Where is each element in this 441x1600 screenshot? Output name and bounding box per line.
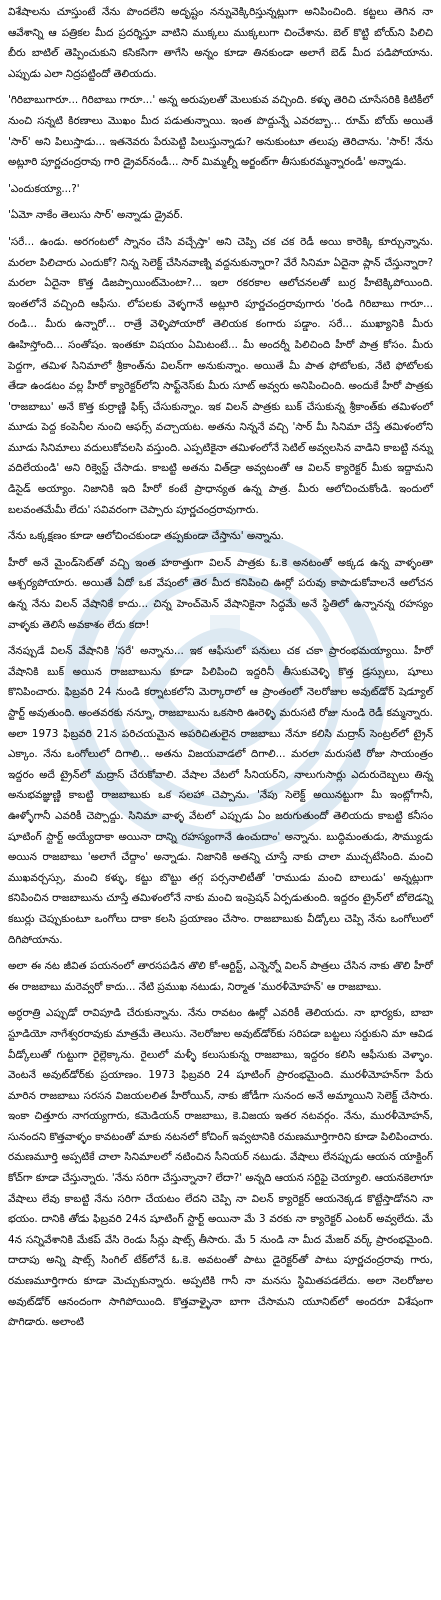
- paragraph: అర్ధరాత్రి ఎప్పుడో రావిపూడి చేరుకున్నాను. నేను రావటం ఊర్లో ఎవరికీ తెలియదు. నా భార్యకు, బాబా స్టూడియో నాగేశ్వరరావుకు మాత్రమే తెలుసు. నెలరోజుల అవుట్‌డోర్‌కు సరిపడా బట్టలు సర్దుకుని మా ఆవిడ వీడ్కోలుతో గుట్టుగా రైల్లెక్కాను. రైలులో మళ్ళీ కలుసుకున్న రాజబాబు, ఇద్దరం కలిసి ఆఫీసుకు వెళ్ళాం. వెంటనే అవుట్‌డోర్‌కు ప్రయాణం. 1973 ఫిబ్రవరి 24 షూటింగ్ ప్రారంభమైంది. మురళీమోహన్‌గా పేరు మారిన రాజబాబు సరసన విజయలలిత హీరోయిన్, నాకు జోడీగా సునంద అనే అమ్మాయిని సెలెక్ట్ చేసారు. ఇంకా చిత్తూరు నాగయ్యగారు, కమెడియన్ రాజబాబు, కె.విజయ ఇతర నటవర్గం. నేను, మురళీమోహన్, సునందని కొత్తవాళ్ళం కావటంతో మాకు నటనలో కోచింగ్ ఇవ్వటానికి రమణమూర్తిగారిని కూడా పిలిపించారు. రమణమూర్తి అప్పటికే చాలా సినిమాలలో నటించిన సీనియర్ నటుడు. వేషాలు లేనప్పుడు ఆయన యాక్టింగ్ కోచ్‌గా కూడా చేస్తున్నారు. 'నేను సరిగా చేస్తున్నానా? లేదా?' అన్నది ఆయన సర్టిఫై చెయ్యాలి. ఆయనకెలాగూ వేషాలు లేవు కాబట్టి నేను సరిగా చేయటం లేదని చెప్పి నా విలన్ క్యారెక్టర్ ఆయనెక్కడ కొట్టేస్తాడోనని నా భయం. దానికి తోడు ఫిబ్రవరి 24న షూటింగ్ స్టార్ట్ అయినా మే 3 వరకు నా క్యారెక్టర్ ఎంటర్ అవ్వలేదు. మే 4న సన్నివేశానికి మేకప్ వేసి రెండు సీన్లు షాట్స్ తీసారు. మే 5 నుండి నా మీద మేజర్ వర్క్ ప్రారంభమైంది. దాదాపు అన్ని షాట్స్ సింగిల్ టేక్‌లోనే ఓ.కె. అవటంతో పాటు డైరెక్టర్‌తో పాటు పూర్ణచంద్రరావు గారు, రమణమూర్తిగారు కూడా మెచ్చుకున్నారు. అప్పటికి గానీ నా మనసు స్థిమితపడలేదు. అలా నెలరోజుల అవుట్‌డోర్ ఆనందంగా సాగిపోయింది. కొత్తవాళ్ళైనా బాగా చేసామని యూనిట్‌లో అందరూ విశేషంగా పొగిడారు. అలాంటి: [8, 1007, 433, 1329]
- article-body: [8, 2, 433, 1333]
- paragraph: 'సరే... ఉండు. అరగంటలో స్నానం చేసి వచ్చేస్తా' అని చెప్పి చక చక రెడీ అయి కారెక్కి కూర్చున్నాను. మరలా పిలిచారు ఎందుకో? నిన్న సెలెక్ట్ చేసినవాణ్ని వద్దనుకున్నారా? వేరే సినిమా ఏదైనా ప్లాన్ చేస్తున్నారా? మరలా ఏదైనా కొత్త డిజప్పాయింట్‌మెంటా?... ఇలా రకరకాల ఆలోచనలతో బుర్ర హీటెక్కిపోయింది. ఇంతలోనే వచ్చింది ఆఫీసు. లోపలకు వెళ్ళగానే అట్లూరి పూర్ణచంద్రరావుగారు 'రండి గిరిబాబు గారూ... రండి... మీరు ఉన్నారో... రాత్రే వెళ్ళిపోయారో తెలియక కంగారు పడ్డాం. సరే... ముఖ్యానికి మీరు ఊహిస్తోంది... సంతోషం. ఇంతకూ విషయం ఏమిటంటే... మీ అందర్నీ పిలిచింది హీరో పాత్ర కోసం. మీరు పెద్దగా, తమిళ సినిమాలో శ్రీకాంత్‌ను విలన్‌గా అనుకున్నాం. అయితే మీ పాత ఫోటోలకు, నేటి ఫోటోలకు తేడా ఉండటం వల్ల హీరో క్యారెక్టర్‌లోని సాఫ్ట్‌నెస్‌కు మీరు సూట్ అవ్వరు అనిపించింది. అందుకే హీరో పాత్రకు 'రాజబాబు' అనే కొత్త కుర్రాణ్ణి ఫిక్స్ చేసుకున్నాం. ఇక విలన్ పాత్రకు బుక్ చేసుకున్న శ్రీకాంత్‌కు తమిళంలో మూడు పెద్ద కంపెనీల నుంచి ఆఫర్స్ వచ్చాయట. అతను నిన్ననే వచ్చి 'సార్ మీ సినిమా చేస్తే తమిళంలోని మూడు సినిమాలు వదులుకోవలసి వస్తుంది. ఎప్పటికైనా తమిళంలోనే సెటిల్ అవ్వలసిన వాడిని కాబట్టి నన్ను వదిలేయండి' అని రిక్వెస్ట్ చేసాడు. కాబట్టి అతను విత్‌డ్రా అవ్వటంతో ఆ విలన్ క్యారెక్టర్ మీకు ఇద్దామని డిసైడ్ అయ్యాం. నిజానికి ఇది హీరో కంటే ప్రాధాన్యత ఉన్న పాత్ర. మీరు ఆలోచించుకోండి. ఇందులో బలవంతమేమీ లేదు' సవివరంగా చెప్పారు పూర్ణచంద్రరావుగారు.: [8, 235, 433, 516]
- paragraph: 'ఎందుకయ్యా...?': [8, 182, 80, 195]
- paragraph: 'గిరిబాబుగారూ... గిరిబాబు గారూ...' అన్న అరుపులతో మెలుకువ వచ్చింది. కళ్ళు తెరిచి చూసేసరికి కిటికీలో నుంచి సన్నటి కిరణాలు మొఖం మీద పడుతున్నాయి. ఇంత పొద్దున్నే ఎవరబ్బా... రూమ్ బోయ్ అయితే 'సార్' అని పిలుస్తాడు... ఇతనెవరు పేరుపెట్టి పిలుస్తున్నాడు? అనుకుంటూ తలుపు తెరిచాను. 'సార్! నేను అట్లూరి పూర్ణచంద్రరావు గారి డ్రైవర్‌నండీ... సార్ మిమ్మల్నీ అర్జంట్‌గా తీసుకురమ్మన్నారండీ' అన్నాడు.: [8, 94, 433, 169]
- paragraph: అలా ఈ నట జీవిత పయనంలో తారసపడిన తొలి కో-ఆర్టిస్ట్, ఎన్నెన్నో విలన్ పాత్రలు చేసిన నాకు తొలి హీరో ఈ రాజబాబు మరెవ్వరో కాదు... నేటి ప్రముఖ నటుడు, నిర్మాత 'మురళీమోహన్' ఆ రాజబాబు.: [8, 960, 433, 993]
- paragraph: విశేషాలను చూస్తుంటే నేను పొందలేని అదృష్టం నన్నువెక్కిరిస్తున్నట్లుగా అనిపించింది. కట్టలు తెగిన నా ఆవేశాన్ని ఆ పత్రికల మీద ప్రదర్శిస్తూ వాటిని ముక్కలు ముక్కలుగా చించేశాను. బెల్ కొట్టి బోయ్‌ని పిలిచి బీరు బాటిల్ తెప్పించుకుని కసికసిగా తాగేసి అన్నం కూడా తినకుండా అలాగే బెడ్ మీద పడిపోయాను. ఎప్పుడు ఎలా నిద్రపట్టిందో తెలియదు.: [8, 6, 433, 80]
- paragraph: నేనప్పుడే విలన్ వేషానికి 'సరే' అన్నాను... ఇక ఆఫీసులో పనులు చక చకా ప్రారంభమయ్యాయి. హీరో వేషానికి బుక్ అయిన రాజబాబును కూడా పిలిపించి ఇద్దరినీ తీసుకువెళ్ళి కొత్త డ్రస్సులు, షూలు కొనిపించారు. ఫిబ్రవరి 24 నుండి కర్నాటకలోని మెర్కారాలో ఆ ప్రాంతంలో నెలరోజుల అవుట్‌డోర్ షెడ్యూల్ స్టార్ట్ అవుతుంది. అంతవరకు నన్నూ, రాజబాబును ఒకసారి ఊరెళ్ళి మరుసటి రోజు నుండి రెడీ కమ్మన్నారు. అలా 1973 ఫిబ్రవరి 21న పరిచయమైన అపరిచితులైన రాజబాబు నేనూ కలిసి మద్రాస్ సెంట్రల్‌లో ట్రైన్ ఎక్కాం. నేను ఒంగోలులో దిగాలి... అతను విజయవాడలో దిగాలి... మరలా మరుసటి రోజు సాయంత్రం ఇద్దరం అదే ట్రైన్‌లో మద్రాస్ చేరుకోవాలి. వేషాల వేటలో సీనియర్‌ని, నాలుగుసార్లు ఎదురుదెబ్బలు తిన్న అనుభవజ్ఞుణ్ణి కాబట్టి రాజబాబుకు ఒక సలహా చెప్పాను. 'నేపు సెలెక్ట్ అయినట్టుగా మీ ఇంట్లోగానీ, ఊళ్ళోగానీ ఎవరికీ చెప్పొద్దు. సినిమా వాళ్ళ వేటలో ఎప్పుడు ఏం జరుగుతుందో తెలియదు కాబట్టి కనీసం షూటింగ్ స్టార్ట్ అయ్యేదాకా అయినా దాన్ని రహస్యంగానే ఉంచుదాం' అన్నాను. బుద్ధిమంతుడు, సౌమ్యుడు అయిన రాజబాబు 'అలాగే చేద్దాం' అన్నాడు. నిజానికి అతన్ని చూస్తే నాకు చాలా ముచ్చటేసింది. మంచి ముఖవర్చస్సు, మంచి కళ్ళు, కట్టు బొట్టు తగ్గ పర్సనాలిటీతో 'రాముడు మంచి బాలుడు' అన్నట్లుగా కనిపించిన రాజబాబును చూస్తే తమిళంలోనే నాకు మంచి ఇంప్రెషన్ ఏర్పడుతుంది. ఇద్దరం ట్రైన్‌లో బోలెడన్ని కబుర్లు చెప్పుకుంటూ ఒంగోలు దాకా కలసి ప్రయాణం చేసాం. రాజబాబుకు వీడ్కోలు చెప్పి నేను ఒంగోలులో దిగిపోయాను.: [8, 645, 433, 946]
- paragraph: 'ఏమో నాకేం తెలుసు సార్' అన్నాడు డ్రైవర్.: [8, 209, 183, 222]
- paragraph: హీరో అనే మైండ్‌సెట్‌తో వచ్చి ఇంత హఠాత్తుగా విలన్ పాత్రకు ఓ.కె అనటంతో అక్కడ ఉన్న వాళ్ళంతా ఆశ్చర్యపోయారు. అయితే ఏదో ఒక వేషంలో తెర మీద కనిపించి ఊర్లో పరువు కాపాడుకోవాలనే ఆలోచన ఉన్న నేను విలన్ వేషానికే కాదు... చిన్న హెంచ్‌మెన్ వేషానికైనా సిద్ధమే అనే స్థితిలో ఉన్నానన్న రహస్యం వాళ్ళకు తెలిసే అవకాశం లేదు కదా!: [8, 556, 433, 631]
- paragraph: నేను ఒక్కక్షణం కూడా ఆలోచించకుండా తప్పకుండా చేస్తాను' అన్నాను.: [8, 530, 284, 543]
